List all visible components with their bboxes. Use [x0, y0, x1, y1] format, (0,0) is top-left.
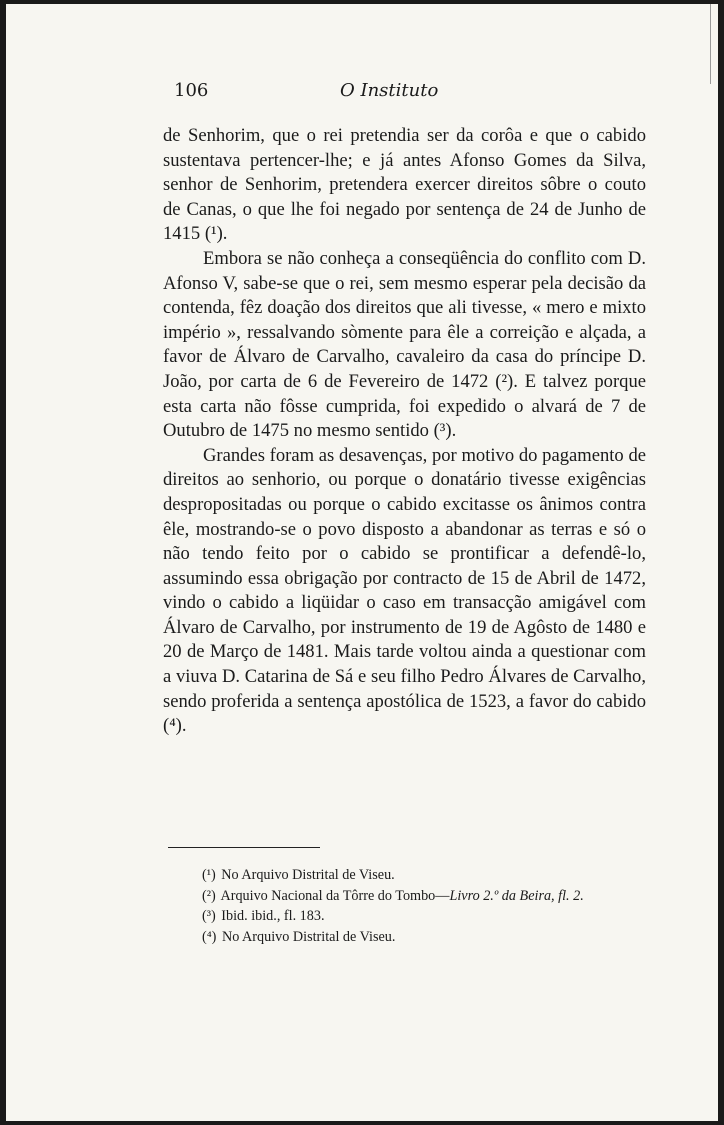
footnote-italic-reference: Livro 2.º da Beira, fl. 2.	[449, 887, 584, 904]
running-title: O Instituto	[340, 80, 439, 101]
footnotes	[202, 865, 652, 947]
footnote-mark: (⁴)	[202, 928, 217, 945]
body-text	[163, 124, 646, 739]
footnote-4	[202, 927, 652, 948]
page-number: 106	[174, 80, 209, 101]
footnote-text: No Arquivo Distrital de Viseu.	[221, 867, 395, 883]
page-header	[164, 80, 644, 110]
book-page	[6, 4, 718, 1121]
footnote-mark: (¹)	[202, 867, 216, 883]
footnote-text: Ibid. ibid., fl. 183.	[221, 908, 325, 924]
footnote-text: No Arquivo Distrital de Viseu.	[221, 928, 396, 945]
footnote-3	[202, 906, 652, 927]
footnote-mark: (²)	[202, 887, 216, 904]
scan-edge-line	[710, 4, 711, 84]
footnote-1	[202, 865, 652, 886]
footnote-separator	[168, 847, 320, 848]
footnote-2	[202, 886, 652, 907]
footnote-text: Arquivo Nacional da Tôrre do Tombo—	[220, 887, 450, 904]
footnote-mark: (³)	[202, 908, 216, 924]
paragraph-1: de Senhorim, que o rei pretendia ser da corôa e que o cabido sustentava pertencer-lhe; e já antes Afonso Gomes da Silva, senhor de Senhorim, pretendera exercer direitos sôbre o couto de Canas, o que lhe foi negado por sentença de 24 de Junho de 1415 (¹).	[163, 125, 646, 245]
paragraph-3: Grandes foram as desavenças, por motivo do pagamento de direitos ao senhorio, ou porque o donatário tivesse exigências despropositadas ou porque o cabido excitasse os ânimos contra êle, mostrando-se o povo disposto a abandonar as terras e só o não tendo feito por o cabido se prontificar a defendê-lo, assumindo essa obrigação por contracto de 15 de Abril de 1472, vindo o cabido a liqüidar o caso em transacção amigável com Álvaro de Carvalho, por instrumento de 19 de Agôsto de 1480 e 20 de Março de 1481. Mais tarde voltou ainda a questionar com a viuva D. Catarina de Sá e seu filho Pedro Álvares de Carvalho, sendo proferida a sentença apostólica de 1523, a favor do cabido (⁴).	[163, 444, 646, 737]
paragraph-2: Embora se não conheça a conseqüência do conflito com D. Afonso V, sabe-se que o rei, sem mesmo esperar pela decisão da contenda, fêz doação dos direitos que ali tivesse, « mero e mixto império », ressalvando sòmente para êle a correição e alçada, a favor de Álvaro de Carvalho, cavaleiro da casa do príncipe D. João, por carta de 6 de Fevereiro de 1472 (²). E talvez porque esta carta não fôsse cumprida, foi expedido o alvará de 7 de Outubro de 1475 no mesmo sentido (³).	[163, 247, 646, 442]
